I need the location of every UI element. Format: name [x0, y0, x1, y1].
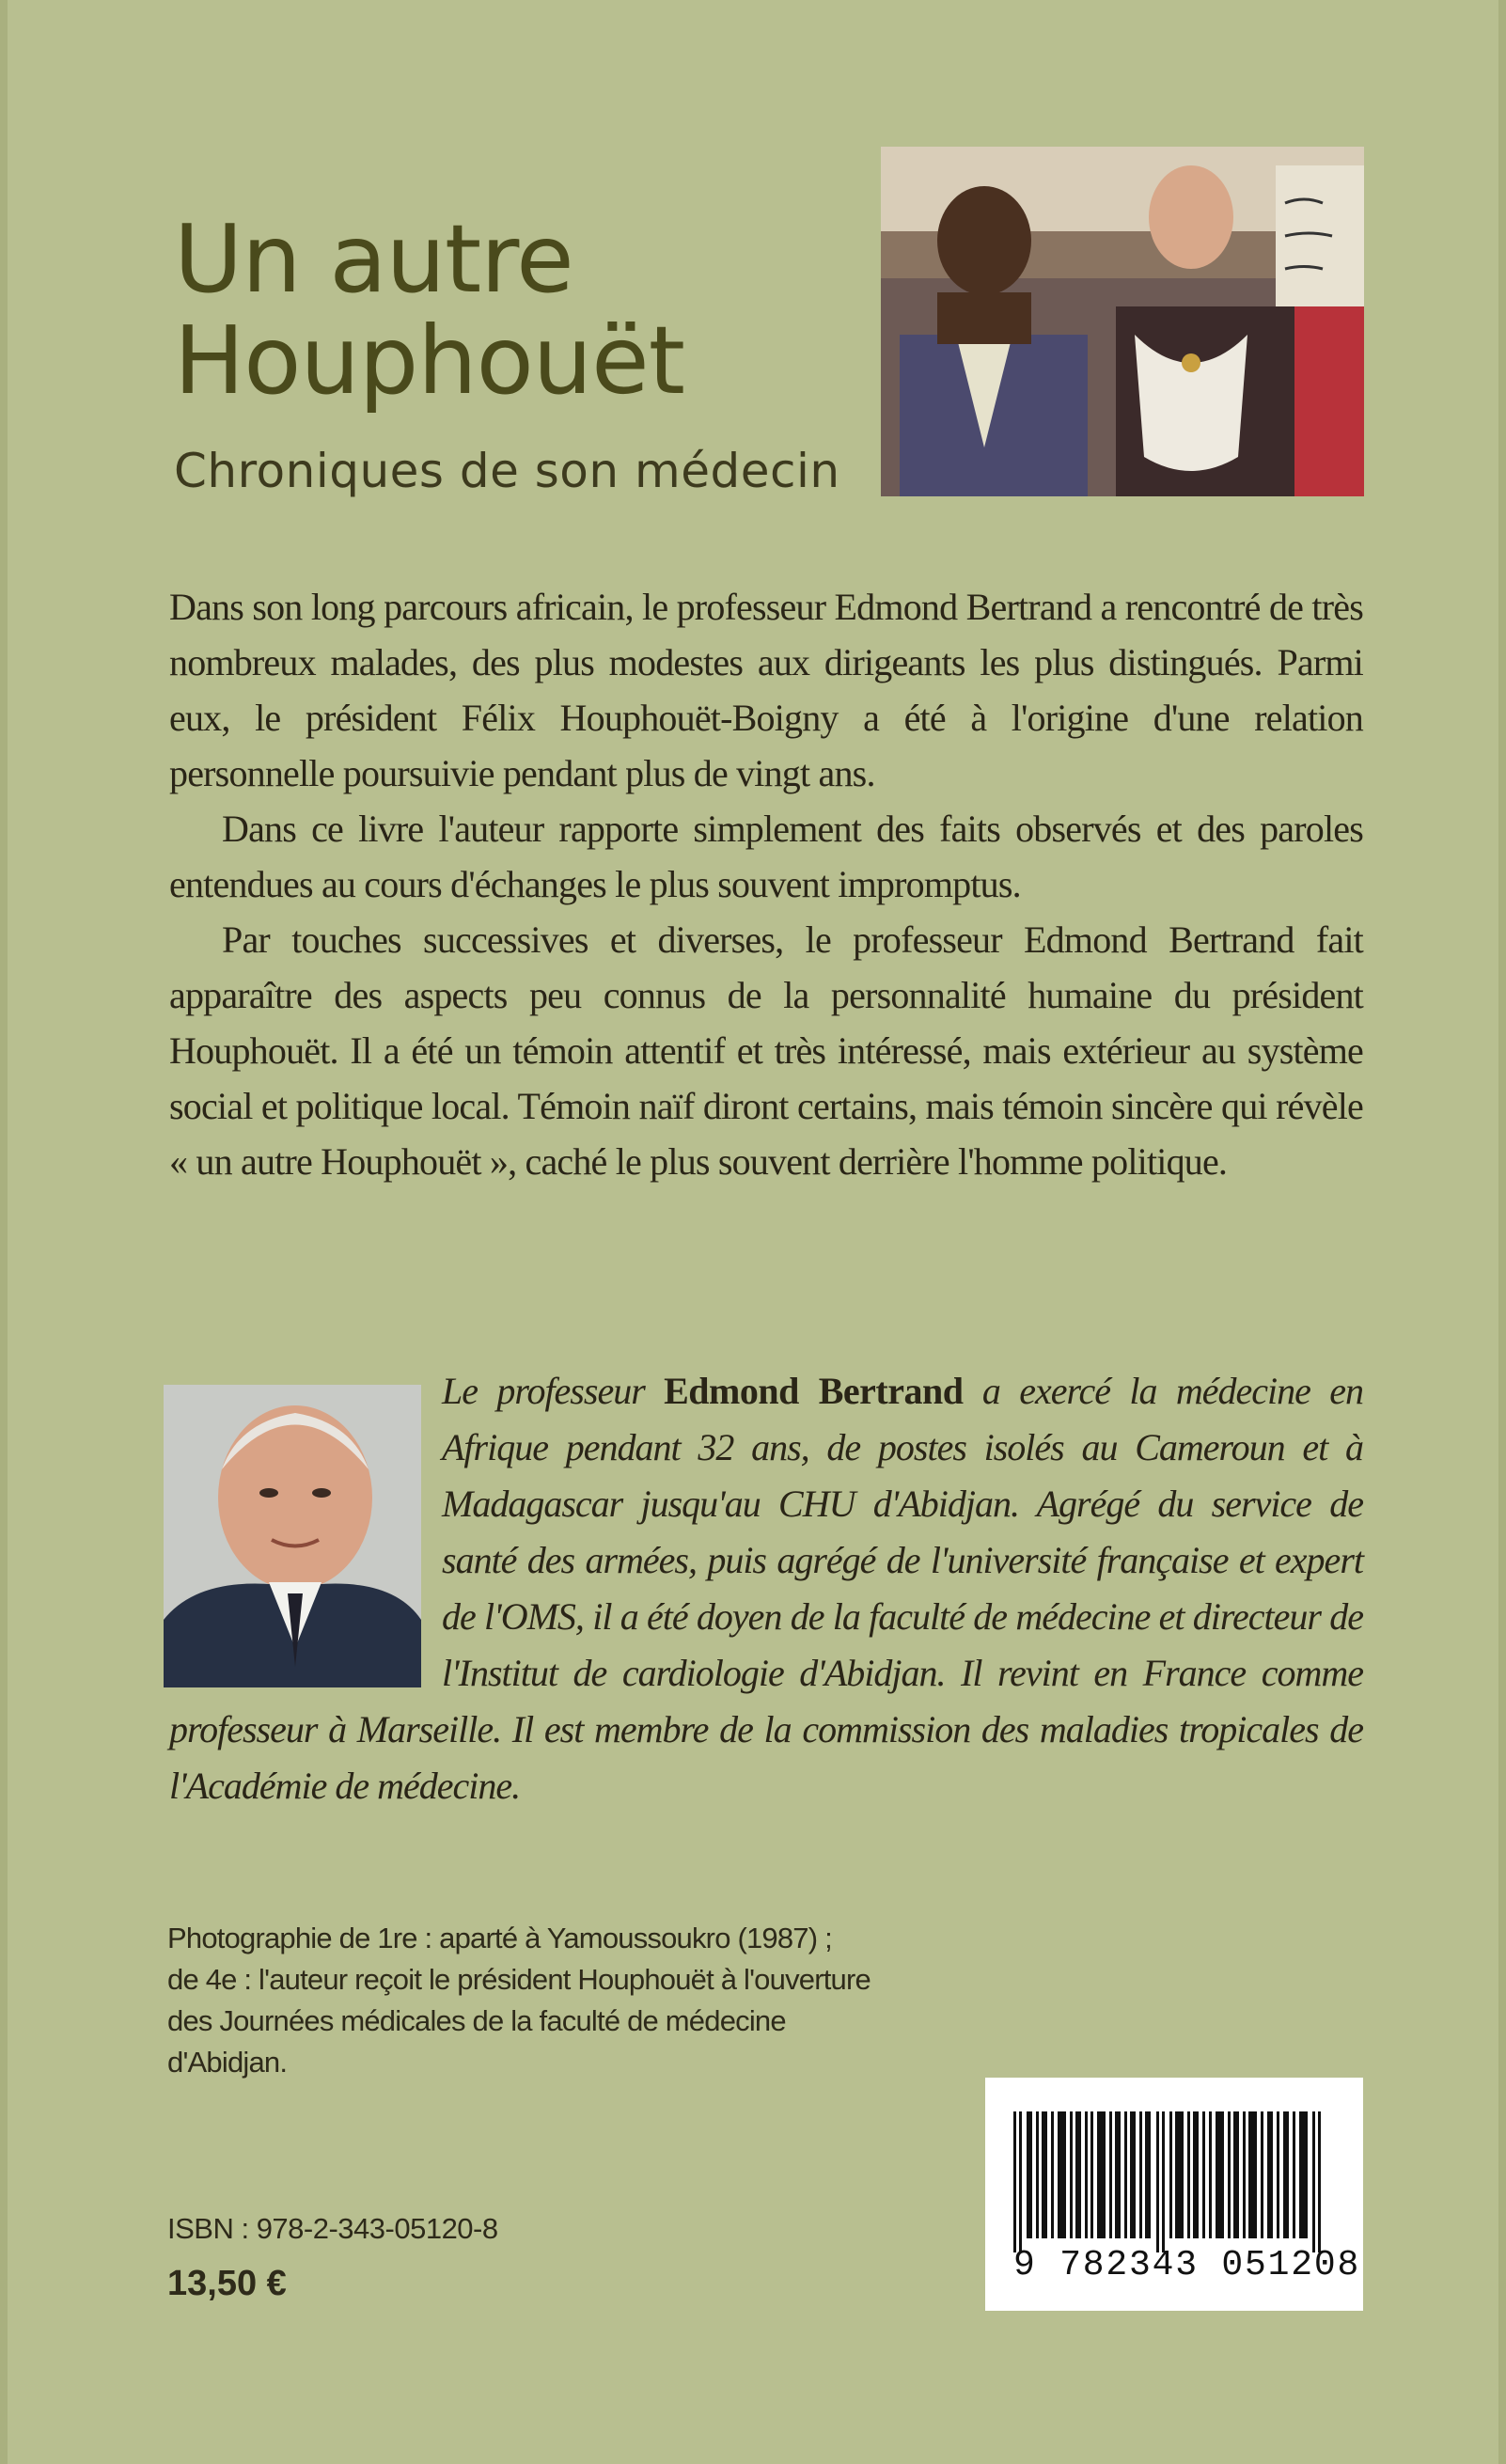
book-title	[174, 204, 684, 416]
credits-line-2: de 4e : l'auteur reçoit le président Houphouët à l'ouverture	[167, 1963, 871, 1996]
blurb-paragraph-3: Par touches successives et diverses, le professeur Edmond Bertrand fait apparaître des aspects peu connus de la personnalité humaine du président Houphouët. Il a été un témoin attentif et très intéressé, mais extérieur au système social et politique local. Témoin naïf diront certains, mais témoin sincère qui révèle « un autre Houphouët », caché le plus souvent derrière l'homme politique.	[169, 918, 1363, 1183]
two-men-photo	[881, 147, 1364, 496]
credits-line-1: Photographie de 1re : aparté à Yamoussoukro (1987) ;	[167, 1922, 832, 1954]
title-line-1: Un autre	[174, 204, 573, 314]
bio-text: a exercé la médecine en Afrique pendant 32 ans, de postes isolés au Cameroun et à Madagascar jusqu'au CHU d'Abidjan. Agrégé du service de santé des armées, puis agrégé de l'université française et expert de l'OMS, il a été doyen de la faculté de médecine et directeur de l'Institut de cardiologie d'Abidjan. Il revint en France comme professeur à Marseille. Il est membre de la commission des maladies tropicales de l'Académie de médecine.	[169, 1370, 1364, 1807]
author-bio	[169, 1363, 1363, 1814]
price-label: 13,50 €	[167, 2264, 287, 2303]
title-line-2: Houphouët	[174, 306, 684, 416]
cover-edge-right	[1498, 0, 1506, 2464]
isbn-label: ISBN : 978-2-343-05120-8	[167, 2212, 498, 2245]
bio-lead: Le professeur	[442, 1370, 645, 1412]
cover-edge-left	[0, 0, 8, 2464]
author-name: Edmond Bertrand	[664, 1370, 964, 1412]
bio-photo-space	[169, 1363, 442, 1681]
barcode	[985, 2078, 1363, 2311]
two-men-photo-illustration	[881, 147, 1364, 496]
blurb-paragraph-2: Dans ce livre l'auteur rapporte simplement des faits observés et des paroles entendues au cours d'échanges le plus souvent impromptus.	[169, 808, 1363, 905]
blurb-paragraph-1: Dans son long parcours africain, le professeur Edmond Bertrand a rencontré de très nombreux malades, des plus modestes aux dirigeants les plus distingués. Parmi eux, le président Félix Houphouët-Boigny a été à l'origine d'une relation personnelle poursuivie pendant plus de vingt ans.	[169, 586, 1363, 794]
book-subtitle: Chroniques de son médecin	[174, 444, 840, 498]
blurb-text	[169, 579, 1363, 1189]
photo-credits	[167, 1918, 1070, 2083]
credits-line-4: d'Abidjan.	[167, 2046, 288, 2079]
barcode-icon	[1006, 2111, 1344, 2252]
credits-line-3: des Journées médicales de la faculté de médecine	[167, 2004, 786, 2037]
barcode-digits: 9 782343 051208	[1013, 2245, 1361, 2285]
